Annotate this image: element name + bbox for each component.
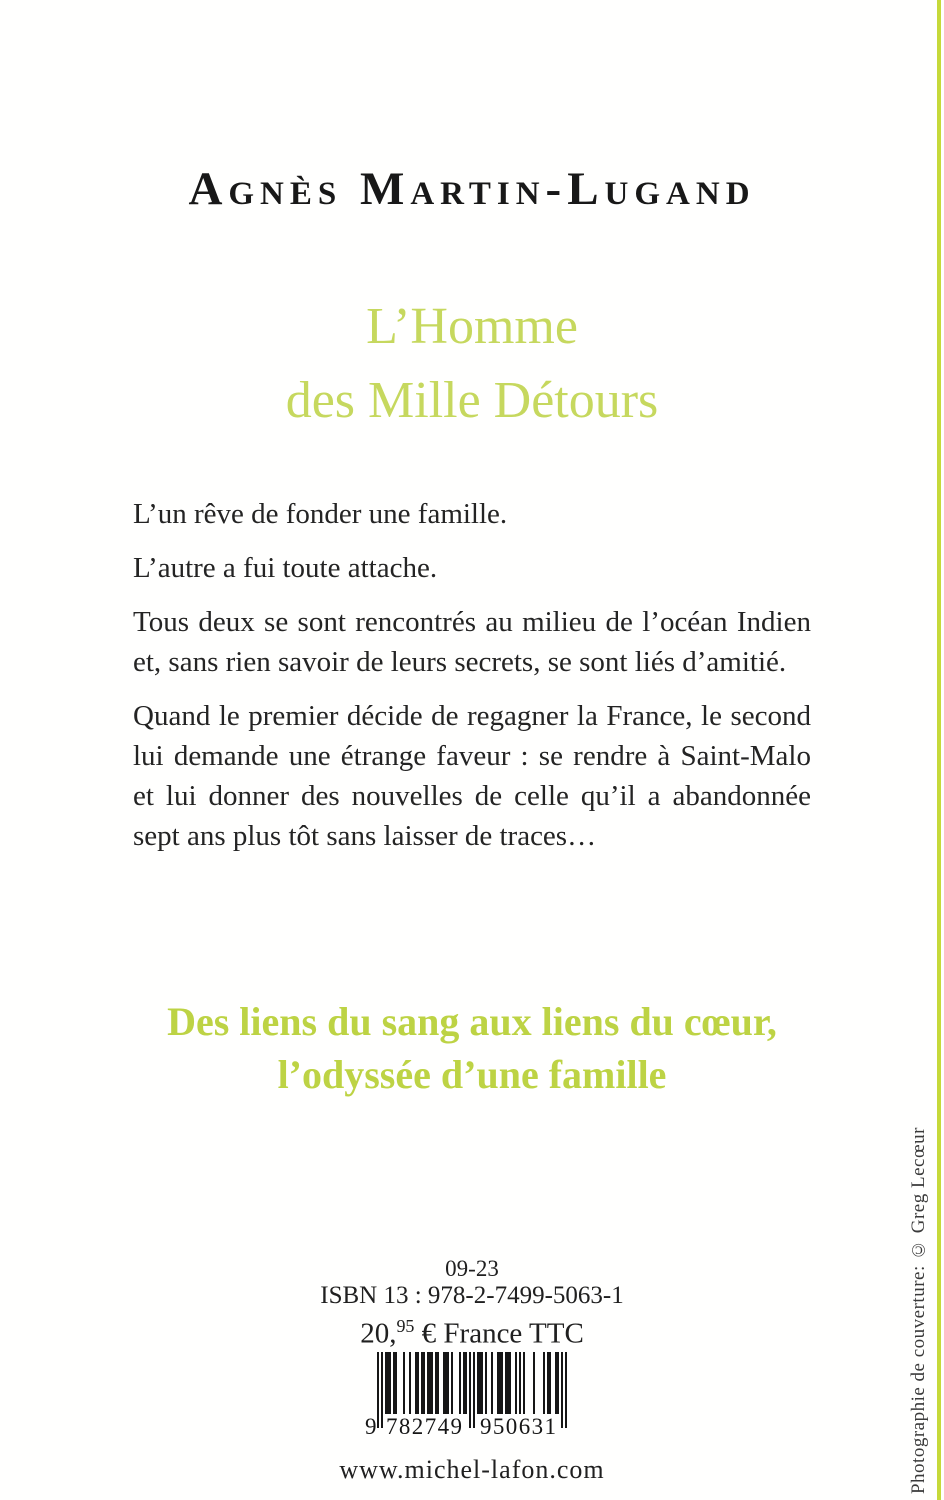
tagline-line-1: Des liens du sang aux liens du cœur,: [167, 999, 777, 1044]
svg-text:782749: 782749: [386, 1413, 462, 1436]
price-integer: 20,: [360, 1317, 397, 1350]
author-name: Agnès Martin-Lugand: [188, 163, 756, 215]
tagline-line-2: l’odyssée d’une famille: [277, 1052, 667, 1097]
ean13-barcode: [365, 1352, 579, 1441]
website-url: www.michel-lafon.com: [339, 1454, 605, 1484]
synopsis-paragraph: Tous deux se sont rencontrés au milieu de l’océan Indien et, sans rien savoir de leurs secrets, se sont liés d’amitié.: [133, 606, 811, 678]
price: [360, 1310, 584, 1350]
book-title-line-2: des Mille Détours: [285, 372, 659, 429]
synopsis-paragraph: L’un rêve de fonder une famille.: [133, 498, 508, 530]
synopsis-paragraph: L’autre a fui toute attache.: [133, 552, 438, 584]
price-superscript: 95: [396, 1316, 415, 1336]
svg-text:950631: 950631: [480, 1413, 556, 1436]
price-suffix: € France TTC: [414, 1317, 584, 1350]
edition-code: 09-23: [445, 1256, 499, 1281]
tagline: [0, 995, 944, 1101]
photo-credit: Photographie de couverture: © Greg Lecœur: [908, 1126, 929, 1494]
synopsis: [133, 494, 811, 870]
footer-block: [0, 1256, 944, 1485]
book-title: [0, 290, 944, 438]
svg-text:9: 9: [365, 1413, 377, 1436]
synopsis-paragraph: Quand le premier décide de regagner la France, le second lui demande une étrange faveur : se rendre à Saint-Malo et lui donner des nouvelles de celle qu’il a abandonnée sept ans plus tôt sans laisser de traces…: [133, 700, 811, 852]
isbn-number: ISBN 13 : 978-2-7499-5063-1: [320, 1282, 624, 1309]
edge-stripe: [937, 0, 941, 1500]
book-title-line-1: L’Homme: [366, 298, 578, 355]
